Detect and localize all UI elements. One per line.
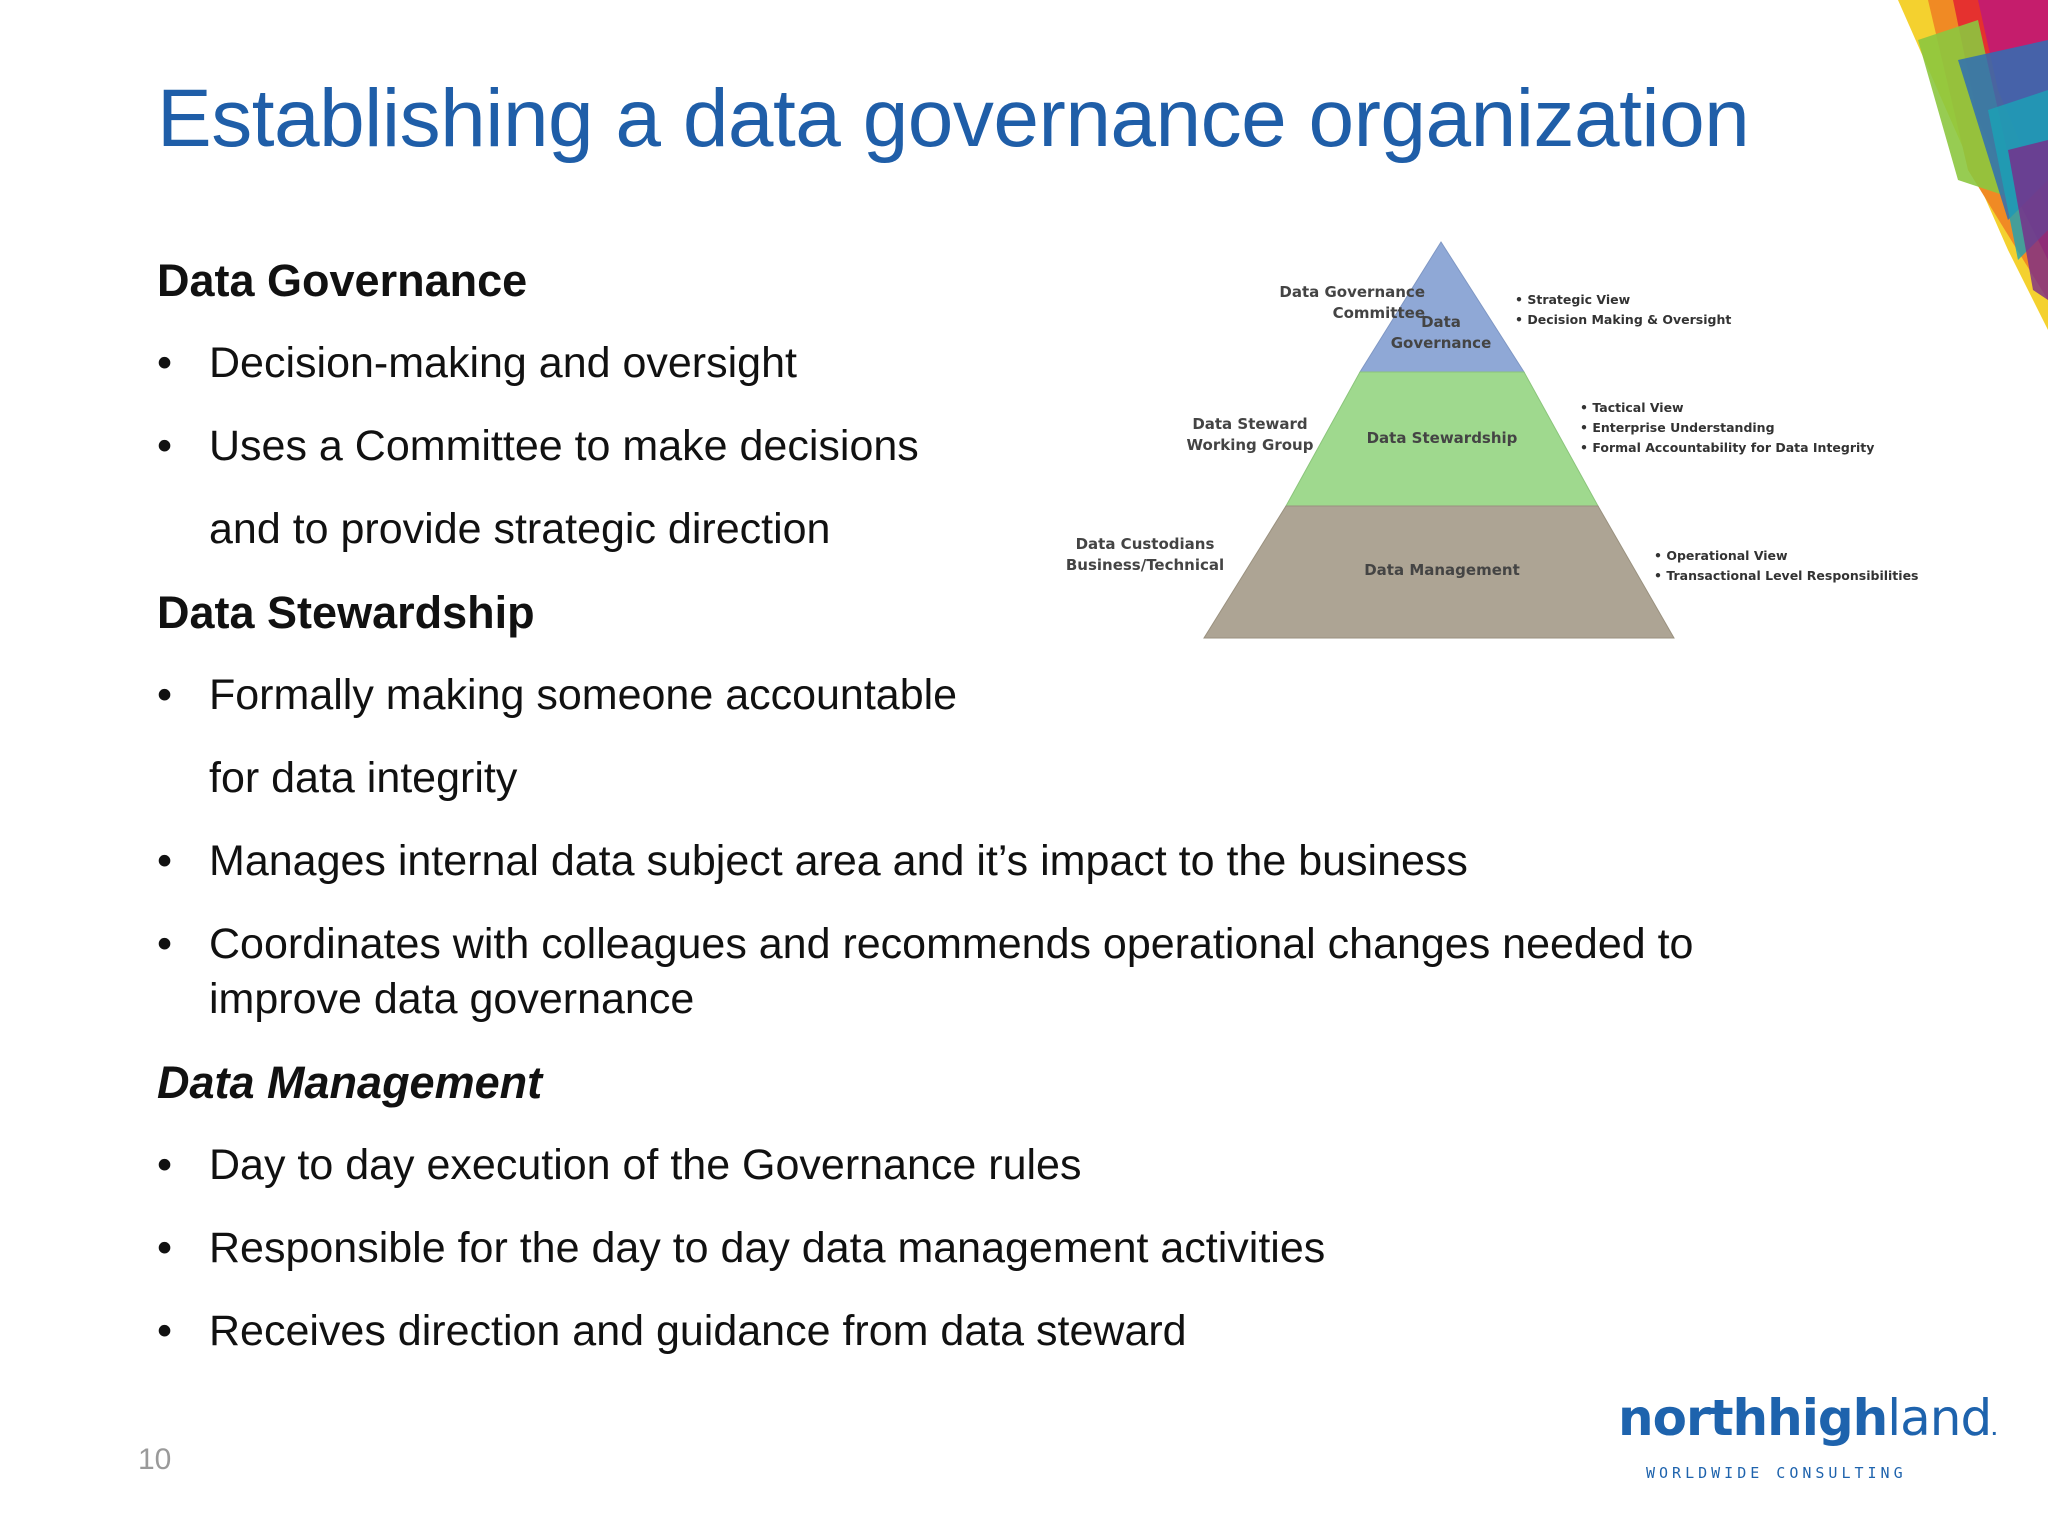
pyramid-bottom-notes	[1654, 546, 1919, 586]
pyramid-bottom-role	[1060, 534, 1230, 576]
heading-data-management: Data Management	[157, 1057, 543, 1108]
note-item: • Strategic View	[1515, 290, 1731, 310]
bullet-text: Formally making someone accountable	[209, 671, 958, 719]
pyramid-middle-notes	[1580, 398, 1874, 458]
pyramid-top-label-line: Governance	[1390, 334, 1492, 352]
bullet-text: Responsible for the day to day data management activities	[209, 1224, 1326, 1272]
bullet-text: Uses a Committee to make decisions	[209, 422, 919, 470]
heading-data-governance: Data Governance	[157, 255, 528, 306]
pyramid-middle-role	[1160, 414, 1340, 456]
bullet-icon: •	[157, 422, 173, 470]
note-item: • Decision Making & Oversight	[1515, 310, 1731, 330]
heading-data-stewardship: Data Stewardship	[157, 587, 535, 638]
note-item: • Tactical View	[1580, 398, 1874, 418]
pyramid-bottom-label: Data Management	[1364, 561, 1520, 579]
bullet-icon: •	[157, 339, 173, 387]
logo-tagline: WORLDWIDE CONSULTING	[1646, 1464, 1907, 1482]
bullet-text: Coordinates with colleagues and recommends operational changes needed to	[209, 920, 1694, 968]
pyramid-role-line: Working Group	[1186, 436, 1314, 454]
governance-pyramid	[1060, 236, 1930, 646]
bullet-icon: •	[157, 1224, 173, 1272]
pyramid-top-notes	[1515, 290, 1731, 330]
bullet-text: Day to day execution of the Governance rules	[209, 1141, 1082, 1189]
note-item: • Enterprise Understanding	[1580, 418, 1874, 438]
bullet-continuation: for data integrity	[209, 754, 518, 802]
pyramid-role-line: Business/Technical	[1065, 556, 1225, 574]
logo-wordmark	[1618, 1389, 1997, 1458]
slide-title: Establishing a data governance organization	[157, 73, 1750, 164]
note-item: • Formal Accountability for Data Integrity	[1580, 438, 1874, 458]
bullet-text: Receives direction and guidance from data steward	[209, 1307, 1187, 1355]
bullet-icon: •	[157, 1307, 173, 1355]
bullet-icon: •	[157, 920, 173, 968]
pyramid-role-line: Data Steward	[1192, 415, 1308, 433]
pyramid-role-line: Committee	[1332, 304, 1425, 322]
bullet-icon: •	[157, 1141, 173, 1189]
pyramid-top-role	[1190, 282, 1425, 324]
logo-brand-light: land	[1887, 1389, 1992, 1447]
bullet-continuation: improve data governance	[209, 975, 695, 1023]
note-item: • Operational View	[1654, 546, 1919, 566]
page-number: 10	[138, 1443, 172, 1476]
bullet-text: Decision-making and oversight	[209, 339, 797, 387]
pyramid-middle-label: Data Stewardship	[1366, 429, 1518, 447]
logo-brand-bold: northhigh	[1618, 1389, 1888, 1447]
northhighland-logo	[1618, 1389, 1997, 1482]
pyramid-role-line: Data Governance	[1279, 283, 1425, 301]
logo-mark: .	[1991, 1420, 1997, 1439]
bullet-icon: •	[157, 837, 173, 885]
pyramid-role-line: Data Custodians	[1075, 535, 1215, 553]
bullet-text: Manages internal data subject area and it’s impact to the business	[209, 837, 1468, 885]
note-item: • Transactional Level Responsibilities	[1654, 566, 1919, 586]
bullet-continuation: and to provide strategic direction	[209, 505, 831, 553]
bullet-icon: •	[157, 671, 173, 719]
pyramid-top-label-line: Data	[1421, 313, 1461, 331]
